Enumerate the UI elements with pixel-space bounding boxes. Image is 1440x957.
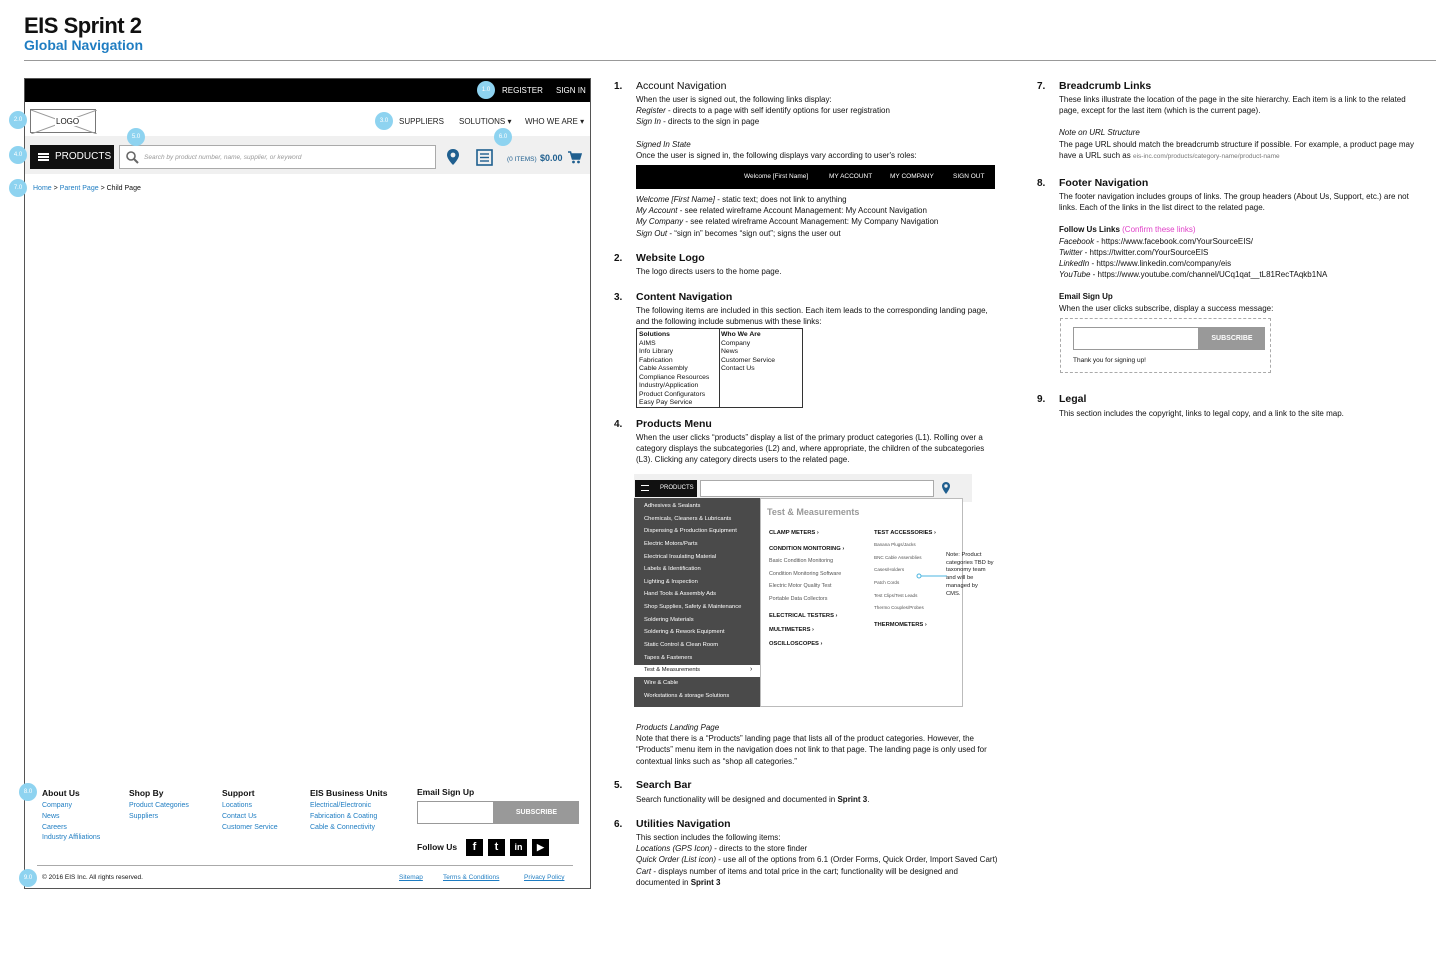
note-line: These links illustrate the location of the page in the site hierarchy. Each item is a link to the related	[1059, 95, 1406, 104]
note-line	[1059, 269, 1437, 280]
note-title: Breadcrumb Links	[1059, 80, 1152, 92]
product-category-list	[634, 498, 760, 707]
footer-links-support	[222, 801, 278, 833]
child-link[interactable]: Portable Data Collectors	[769, 596, 828, 602]
desc: - use all of the options from 6.1 (Order Forms, Quick Order, Import Saved Cart)	[716, 855, 998, 865]
note-line: Once the user is signed in, the following displays vary according to user's roles:	[636, 150, 917, 160]
breadcrumb-separator: >	[53, 185, 58, 192]
term: Cart	[636, 866, 652, 876]
note-line	[1059, 247, 1437, 258]
email-signup-input[interactable]	[417, 801, 494, 824]
note-line: This section includes the following items:	[636, 833, 781, 842]
note-number: 6.	[614, 819, 623, 830]
email-signup-input-mock[interactable]	[1073, 327, 1199, 350]
note-line	[1059, 291, 1437, 302]
sitemap-link[interactable]: Sitemap	[399, 874, 423, 881]
cart-total[interactable]: $0.00	[540, 153, 563, 163]
note-line: Note that there is a “Products” landing page that lists all of the product categories. However, the	[636, 734, 974, 744]
note-title: Search Bar	[636, 779, 692, 791]
note-title: Account Navigation	[636, 80, 727, 92]
note-line: and will be	[946, 575, 974, 582]
note-number: 3.	[614, 292, 623, 303]
note-line: contextual links such as “shop all categories.”	[636, 756, 797, 766]
term: Products Landing Page	[636, 723, 720, 732]
annotation-bubble-4: 4.0	[9, 146, 27, 164]
submenu-who-we-are	[721, 331, 801, 374]
breadcrumb-current: Child Page	[106, 185, 141, 192]
copyright: © 2016 EIS Inc. All rights reserved.	[42, 874, 143, 881]
footer-links-shop	[129, 801, 189, 823]
term: Facebook	[1059, 236, 1095, 246]
note-line: “Products” menu item in the navigation does not link to that page. The landing page is only used for	[636, 745, 987, 755]
url-example: eis-inc.com/products/category-name/product-name	[1132, 152, 1280, 160]
note-title: Content Navigation	[636, 291, 733, 303]
desc: - https://www.youtube.com/channel/UCq1qat__tL81RecTAqkb1NA	[1090, 270, 1328, 280]
term: Sign Out	[636, 228, 668, 238]
search-icon	[126, 151, 139, 164]
note-6-body	[636, 832, 1026, 888]
child-link[interactable]: Patch Cords	[874, 580, 900, 585]
footer-links-about	[42, 801, 100, 844]
footer-group-title: About Us	[42, 788, 80, 798]
footer-group-title: EIS Business Units	[310, 788, 388, 798]
sprint-ref: Sprint 3	[690, 877, 721, 887]
nav-suppliers[interactable]: SUPPLIERS	[399, 117, 444, 126]
subcategory-panel	[760, 498, 994, 707]
footer-link[interactable]: Customer Service	[222, 823, 278, 831]
subcategory-link[interactable]: THERMOMETERS ›	[874, 622, 927, 628]
term: Register	[636, 106, 666, 116]
submenu-title: Who We Are	[721, 331, 761, 338]
note-line: and the following include submenus with these links:	[636, 317, 822, 327]
category-item[interactable]: Wire & Cable	[644, 680, 679, 686]
footer-link[interactable]: Electrical/Electronic	[310, 802, 372, 809]
child-link[interactable]: Condition Monitoring Software	[769, 571, 842, 577]
category-item[interactable]: Shop Supplies, Safety & Maintenance	[644, 604, 742, 610]
submenu-item: Customer Service	[721, 356, 776, 364]
logo-placeholder[interactable]	[30, 109, 96, 133]
page-title: EIS Sprint 2	[24, 13, 142, 38]
category-item[interactable]: Workstations & storage Solutions	[644, 693, 730, 699]
subscribe-button-mock[interactable]: SUBSCRIBE	[1199, 327, 1265, 350]
wireframe-frame	[13, 78, 591, 889]
desc: - directs to the store finder	[712, 844, 808, 854]
search-input[interactable]	[119, 145, 436, 169]
subcategory-link[interactable]: OSCILLOSCOPES ›	[769, 641, 823, 647]
annotation-bubble-2: 2.0	[9, 111, 27, 129]
note-line	[636, 722, 1016, 733]
category-item[interactable]: Lighting & Inspection	[644, 579, 698, 585]
follow-us-label: Follow Us	[417, 842, 458, 852]
note-callout-line	[913, 572, 947, 580]
note-line	[636, 105, 1006, 116]
email-signup-title: Email Sign Up	[417, 787, 475, 797]
search-input-mock[interactable]	[700, 480, 934, 497]
my-account-link[interactable]: MY ACCOUNT	[829, 173, 873, 180]
annotation-bubble-6: 6.0	[494, 128, 512, 146]
welcome-text: Welcome [First Name]	[744, 173, 809, 180]
term: Quick Order (List icon)	[636, 855, 717, 865]
subscribe-success-example	[1060, 318, 1271, 373]
desc: documented in	[636, 877, 691, 887]
note-8-body	[1059, 191, 1437, 314]
note-line: When the user is signed out, the following links display:	[636, 95, 832, 104]
note-line: When the user clicks subscribe, display a success message:	[1059, 303, 1274, 313]
term: Follow Us Links	[1059, 225, 1120, 235]
page-subtitle: Global Navigation	[24, 37, 144, 53]
facebook-icon[interactable]: f	[466, 839, 483, 856]
note-title: Footer Navigation	[1059, 177, 1149, 189]
category-item[interactable]: Tapes & Fasteners	[644, 655, 693, 661]
submenu-item: Contact Us	[721, 365, 755, 372]
category-item[interactable]: Chemicals, Cleaners & Lubricants	[644, 516, 732, 522]
footer-link[interactable]: Suppliers	[129, 812, 159, 820]
submenu-item: Compliance Resources	[639, 373, 710, 381]
footer-group-title: Support	[222, 788, 255, 798]
products-menu-button[interactable]	[30, 145, 114, 169]
category-item[interactable]: Soldering & Rework Equipment	[644, 629, 725, 635]
desc: - see related wireframe Account Management: My Account Navigation	[677, 206, 927, 216]
breadcrumb-separator: >	[100, 185, 105, 192]
note-line	[1059, 127, 1437, 138]
breadcrumb-home[interactable]: Home	[33, 185, 52, 192]
note-line: Note: Product	[946, 552, 982, 558]
note-line	[636, 139, 1006, 150]
note-line	[636, 228, 1016, 239]
hamburger-icon	[38, 153, 49, 161]
cart-item-count[interactable]: (0 ITEMS)	[507, 156, 537, 163]
quick-order-list-icon[interactable]	[476, 149, 493, 166]
note-line	[636, 843, 1026, 854]
note-line: category displays the subcategories (L2) and, where appropriate, the children of the subcategories	[636, 444, 985, 454]
desc: - https://www.facebook.com/YourSourceEIS/	[1094, 236, 1254, 246]
term: My Company	[636, 217, 684, 227]
note-line: CMS.	[946, 590, 961, 597]
desc: Search functionality will be designed and documented in	[636, 795, 838, 804]
confirm-flag: (Confirm these links)	[1122, 225, 1196, 235]
desc: - static text; does not link to anything	[714, 195, 847, 204]
child-link[interactable]: Basic Condition Monitoring	[769, 558, 834, 564]
note-3-body	[636, 305, 1016, 327]
term: My Account	[636, 206, 678, 216]
child-link[interactable]: Electric Motor Quality Test	[769, 583, 832, 589]
category-item-selected[interactable]: Test & Measurements	[644, 667, 701, 673]
footer-link[interactable]: Careers	[42, 823, 67, 831]
annotation-bubble-1: 1.0	[477, 81, 495, 99]
table-divider	[719, 329, 720, 407]
note-title: Utilities Navigation	[636, 818, 731, 830]
category-item[interactable]: Dispensing & Production Equipment	[644, 528, 737, 534]
footer-link[interactable]: Industry Affiliations	[42, 834, 101, 842]
products-label: PRODUCTS	[660, 485, 694, 491]
annotation-bubble-5: 5.0	[127, 128, 145, 146]
note-line	[1059, 150, 1437, 162]
desc: - https://twitter.com/YourSourceEIS	[1082, 247, 1209, 257]
header-divider	[24, 60, 1436, 61]
desc: - directs to the sign in page	[660, 117, 760, 127]
submenu-solutions	[639, 331, 719, 408]
note-number: 5.	[614, 780, 623, 791]
subcategory-link[interactable]: MULTIMETERS ›	[769, 627, 814, 633]
note-4-body	[636, 432, 1016, 466]
note-title: Products Menu	[636, 418, 712, 430]
category-item[interactable]: Electrical Insulating Material	[644, 554, 717, 560]
category-item[interactable]: Adhesives & Sealants	[644, 503, 701, 509]
note-title: Website Logo	[636, 252, 705, 264]
subscribe-button[interactable]: SUBSCRIBE	[494, 801, 579, 824]
submenu-item: Industry/Application	[639, 382, 699, 389]
category-item[interactable]: Hand Tools & Assembly Ads	[644, 591, 717, 597]
footer-link[interactable]: News	[42, 812, 60, 820]
panel-title: Test & Measurements	[767, 507, 860, 517]
sprint-ref: Sprint 3	[837, 795, 868, 804]
term: LinkedIn	[1059, 259, 1090, 269]
note-line: page, except for the last item (which is the current page).	[1059, 106, 1261, 116]
account-nav-bar	[25, 79, 590, 102]
category-item[interactable]: Soldering Materials	[644, 617, 694, 623]
note-line	[1059, 224, 1437, 235]
child-link[interactable]: Cases/Holders	[874, 567, 905, 572]
note-1-body	[636, 94, 1006, 161]
my-company-link[interactable]: MY COMPANY	[890, 173, 934, 180]
note-line: categories TBD by	[946, 559, 994, 566]
note-line: The logo directs users to the home page.	[636, 267, 782, 276]
signed-in-bar	[636, 165, 995, 189]
submenu-item: News	[721, 348, 738, 355]
footer-links-business	[310, 801, 377, 833]
note-number: 4.	[614, 419, 623, 430]
annotation-bubble-7: 7.0	[9, 179, 27, 197]
note-line: When the user clicks “products” display a list of the primary product categories (L1). Rolling over a	[636, 433, 983, 442]
submenu-item: Cable Assembly	[639, 365, 688, 372]
desc: - see related wireframe Account Management: My Company Navigation	[683, 217, 939, 227]
term: Note on URL Structure	[1059, 128, 1140, 138]
submenu-item: Product Configurators	[639, 390, 706, 398]
note-line	[636, 866, 1026, 877]
submenu-item: Company	[721, 339, 751, 347]
breadcrumb-parent[interactable]: Parent Page	[59, 185, 99, 192]
term: Email Sign Up	[1059, 292, 1113, 302]
taxonomy-note	[946, 552, 1026, 598]
nav-who-we-are[interactable]: WHO WE ARE ▾	[525, 117, 585, 126]
subcategory-link[interactable]: TEST ACCESSORIES ›	[874, 530, 936, 536]
footer-group-title: Shop By	[129, 788, 164, 798]
twitter-icon[interactable]: t	[488, 839, 505, 856]
note-line	[636, 854, 1026, 865]
note-number: 7.	[1037, 81, 1046, 92]
category-item[interactable]: Labels & Identification	[644, 566, 701, 572]
child-link[interactable]: Thermo Couples/Probes	[874, 605, 924, 610]
subcategory-link[interactable]: CLAMP METERS ›	[769, 530, 819, 536]
sign-in-link[interactable]: SIGN IN	[556, 86, 586, 95]
footer-link[interactable]: Contact Us	[222, 812, 257, 820]
term: Locations (GPS Icon)	[636, 844, 713, 854]
submenu-item: Info Library	[639, 348, 674, 355]
note-line	[636, 194, 1016, 205]
note-line	[636, 205, 1016, 216]
footer-link[interactable]: Cable & Connectivity	[310, 823, 375, 831]
chevron-right-icon: ›	[750, 666, 753, 673]
submenu-table	[636, 328, 803, 408]
term: Sign In	[636, 117, 661, 127]
sign-out-link[interactable]: SIGN OUT	[953, 173, 985, 180]
note-7-body	[1059, 94, 1437, 162]
submenu-item: Fabrication	[639, 356, 673, 364]
note-line: taxonomy team	[946, 567, 986, 574]
desc: - https://www.linkedin.com/company/eis	[1089, 259, 1232, 269]
footer-divider	[37, 865, 573, 866]
footer-link[interactable]: Locations	[222, 802, 252, 809]
note-line: This section includes the copyright, links to legal copy, and a link to the site map.	[1059, 409, 1344, 418]
note-title: Legal	[1059, 393, 1087, 405]
products-label: PRODUCTS	[55, 151, 112, 162]
desc: - displays number of items and total price in the cart; functionality will be designed and	[651, 866, 958, 876]
note-line	[636, 877, 1026, 888]
subcategory-link[interactable]: CONDITION MONITORING ›	[769, 546, 845, 552]
note-line: managed by	[946, 582, 978, 589]
note-number: 1.	[614, 81, 623, 92]
location-pin-icon[interactable]	[446, 148, 460, 166]
note-line	[636, 794, 869, 805]
cart-icon[interactable]	[567, 150, 582, 164]
note-number: 8.	[1037, 178, 1046, 189]
note-line	[636, 116, 1006, 127]
annotation-bubble-8: 8.0	[19, 783, 37, 801]
products-landing-note	[636, 722, 1016, 767]
note-line	[636, 216, 1016, 227]
desc: have a URL such as	[1059, 150, 1133, 160]
register-link[interactable]: REGISTER	[502, 86, 543, 95]
hamburger-icon	[641, 485, 649, 491]
linkedin-icon[interactable]: in	[510, 839, 527, 856]
note-number: 9.	[1037, 394, 1046, 405]
submenu-item: Easy Pay Service	[639, 399, 693, 406]
note-line: links. Each of the links in the list direct to the related page.	[1059, 203, 1265, 213]
term: Welcome [First Name]	[636, 195, 715, 204]
note-line: The following items are included in this section. Each item leads to the corresponding landing page,	[636, 306, 988, 315]
child-link[interactable]: BNC Cable Assemblies	[874, 555, 922, 560]
youtube-icon[interactable]: ▶	[532, 839, 549, 856]
note-line	[1059, 258, 1437, 269]
note-number: 2.	[614, 253, 623, 264]
note-1-body-2	[636, 194, 1016, 239]
success-message: Thank you for signing up!	[1073, 357, 1146, 364]
child-link[interactable]: Banana Plugs/Jacks	[874, 542, 916, 547]
note-line: (L3). Clicking any category directs users to the related page.	[636, 455, 850, 465]
search-placeholder: Search by product number, name, supplier, or keyword	[144, 154, 302, 161]
category-item[interactable]: Electric Motors/Parts	[644, 541, 698, 547]
nav-solutions[interactable]: SOLUTIONS ▾	[459, 117, 512, 126]
note-line: The footer navigation includes groups of links. The group headers (About Us, Support, etc.) are not	[1059, 192, 1409, 201]
footer-link[interactable]: Fabrication & Coating	[310, 812, 378, 820]
logo-label: LOGO	[56, 117, 80, 126]
term: YouTube	[1059, 270, 1091, 280]
note-line	[1059, 236, 1437, 247]
products-menu-button-mock[interactable]	[635, 480, 697, 497]
subcategory-link[interactable]: ELECTRICAL TESTERS ›	[769, 613, 838, 619]
note-line: The page URL should match the breadcrumb structure if possible. For example, a product page may	[1059, 139, 1414, 149]
desc: .	[867, 795, 870, 804]
desc: - “sign in” becomes “sign out”; signs the user out	[667, 228, 841, 238]
submenu-item: AIMS	[639, 339, 656, 347]
term: Twitter	[1059, 247, 1083, 257]
child-link[interactable]: Test Clips/Test Leads	[874, 593, 918, 598]
submenu-title: Solutions	[639, 331, 670, 338]
privacy-link[interactable]: Privacy Policy	[524, 874, 565, 881]
annotation-bubble-3: 3.0	[375, 112, 393, 130]
footer-link[interactable]: Product Categories	[129, 802, 189, 809]
terms-link[interactable]: Terms & Conditions	[443, 874, 500, 881]
desc: - directs to a page with self identify options for user registration	[665, 106, 890, 116]
breadcrumb	[33, 185, 141, 192]
term: Signed In State	[636, 139, 691, 149]
category-item[interactable]: Static Control & Clean Room	[644, 642, 719, 648]
footer-link[interactable]: Company	[42, 802, 72, 809]
location-pin-icon[interactable]	[941, 481, 951, 495]
annotation-bubble-9: 9.0	[19, 869, 37, 887]
